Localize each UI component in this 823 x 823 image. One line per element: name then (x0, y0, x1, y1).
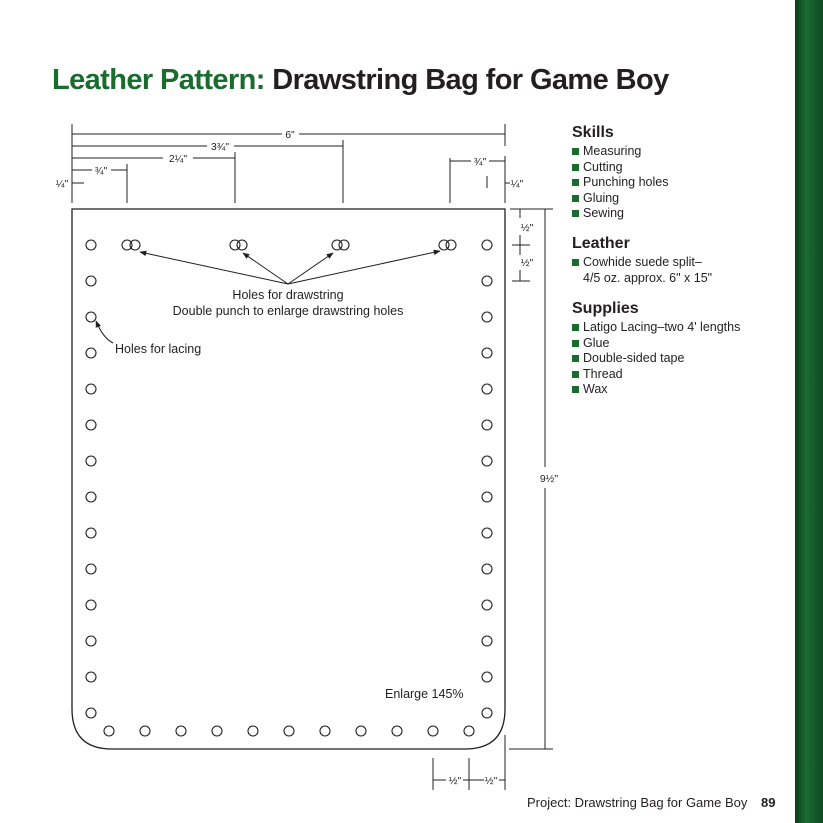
drawstring-note-line1: Holes for drawstring (232, 288, 344, 302)
title-rest: Drawstring Bag for Game Boy (272, 64, 669, 96)
supplies-item: Glue (572, 336, 787, 352)
leather-item-continued: 4/5 oz. approx. 6" x 15" (583, 270, 713, 285)
dim-width-label: 6" (285, 129, 295, 141)
dim-3-4-right-label: ¾" (473, 156, 487, 168)
dim-2-1-4-label: 2¼" (168, 153, 188, 165)
drawstring-holes (122, 240, 456, 250)
leather-section (572, 235, 787, 286)
dim-half-second-label: ½" (520, 257, 534, 269)
skills-item: Punching holes (572, 175, 787, 191)
dim-half-bottom-right-label: ½" (484, 775, 498, 787)
supplies-heading: Supplies (572, 300, 639, 317)
supplies-item: Latigo Lacing–two 4' lengths (572, 320, 787, 336)
skills-item: Cutting (572, 160, 787, 176)
enlarge-note: Enlarge 145% (385, 687, 464, 701)
leather-item: Cowhide suede split– (572, 255, 787, 271)
drawstring-note-line2: Double punch to enlarge drawstring holes (172, 304, 404, 318)
dim-1-4-left-label: ¼" (55, 178, 69, 190)
title-accent: Leather Pattern: (52, 64, 265, 96)
supplies-item: Wax (572, 382, 787, 398)
supplies-item: Double-sided tape (572, 351, 787, 367)
lacing-leader-arrow (96, 321, 113, 343)
skills-heading: Skills (572, 124, 614, 141)
page-number: 89 (760, 795, 776, 810)
dim-3-3-4-label: 3¾" (210, 141, 230, 153)
dim-half-bottom-left-label: ½" (448, 775, 462, 787)
skills-item: Sewing (572, 206, 787, 222)
dim-1-4-right-label: ¼" (510, 178, 524, 190)
skills-item: Measuring (572, 144, 787, 160)
skills-section (572, 124, 787, 222)
dim-height-label: 9½" (539, 473, 559, 485)
leather-heading: Leather (572, 235, 630, 252)
supplies-item: Thread (572, 367, 787, 383)
drawstring-leader-arrows (140, 251, 440, 284)
dim-half-top-label: ½" (520, 222, 534, 234)
dim-3-4-left-label: ¾" (94, 165, 108, 177)
lacing-note: Holes for lacing (115, 342, 202, 356)
footer-title: Project: Drawstring Bag for Game Boy (527, 795, 748, 810)
page-footer (527, 795, 775, 810)
skills-item: Gluing (572, 191, 787, 207)
supplies-section (572, 300, 787, 398)
